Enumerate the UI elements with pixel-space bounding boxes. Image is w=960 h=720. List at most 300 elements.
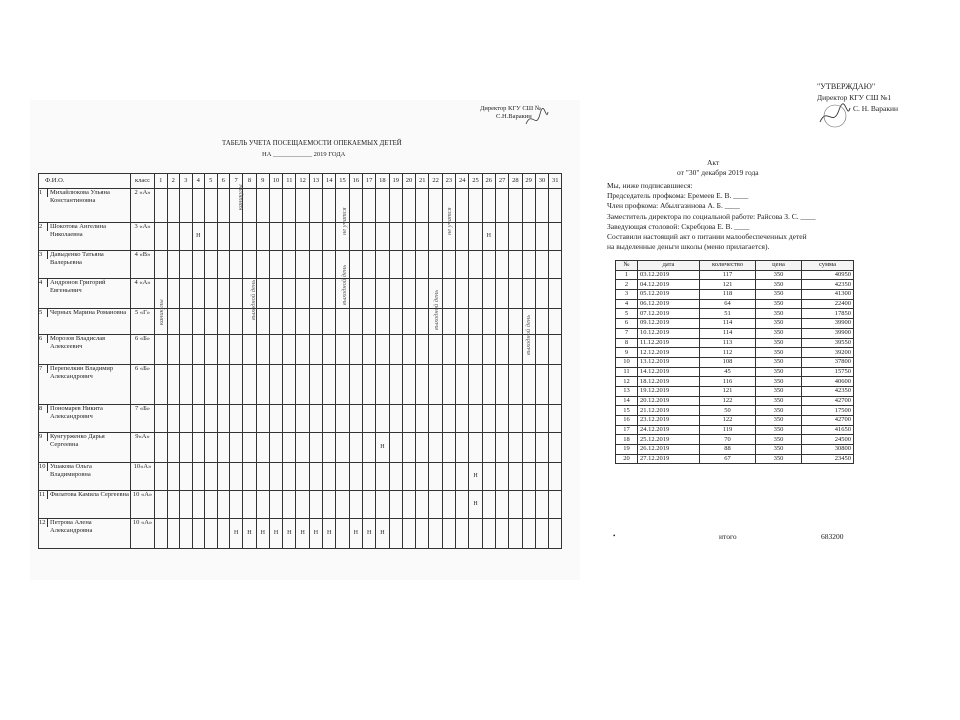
day-cell [495,189,508,223]
day-cell [283,463,296,491]
day-cell [495,519,508,549]
day-cell [256,491,269,519]
meals-cell: 25.12.2019 [638,435,700,445]
meals-cell: 350 [756,357,802,367]
day-cell [155,433,168,463]
meals-col-header: № [616,261,638,271]
day-cell [155,519,168,549]
day-cell [256,405,269,433]
day-cell [362,223,375,251]
day-cell [336,433,349,463]
day-cell [296,189,309,223]
header-day: 9 [256,174,269,189]
day-cell [482,189,495,223]
day-cell [549,365,562,405]
header-day: 17 [362,174,375,189]
day-cell [230,223,243,251]
day-cell [482,365,495,405]
meals-cell: 113 [700,338,756,348]
day-cell [522,189,535,223]
day-cell [349,189,362,223]
meals-cell: 350 [756,377,802,387]
day-cell [283,279,296,309]
day-cell [442,335,455,365]
meals-row [616,454,854,464]
day-cell [429,463,442,491]
meals-row [616,309,854,319]
day-cell [535,405,548,433]
day-cell [205,365,218,405]
day-cell [309,433,322,463]
day-cell [456,491,469,519]
absence-mark: Н [296,519,309,549]
day-cell [230,491,243,519]
day-cell [217,433,230,463]
day-cell [456,519,469,549]
handwritten-note: не учатся [446,207,454,235]
student-name: Шокотова Ангелина Николаевна [50,223,107,238]
meals-cell: 350 [756,367,802,377]
day-cell [256,251,269,279]
day-cell [389,335,402,365]
day-cell [362,433,375,463]
day-cell [167,279,180,309]
day-cell [362,405,375,433]
meals-row [616,435,854,445]
day-cell [309,335,322,365]
day-cell [243,251,256,279]
sheet-subtitle: НА ____________ 2019 ГОДА [262,151,346,158]
meals-cell: 350 [756,386,802,396]
day-cell [495,335,508,365]
meals-cell: 42700 [802,416,854,426]
day-cell [309,251,322,279]
day-cell [456,335,469,365]
student-num: 5 [39,309,48,317]
day-cell [349,365,362,405]
day-cell [535,223,548,251]
handwritten-note: выходной день [433,289,441,330]
day-cell [376,365,389,405]
day-cell [243,463,256,491]
student-name: Давыденко Татьяна Валерьевна [50,251,104,266]
absence-mark: Н [349,519,362,549]
day-cell [456,279,469,309]
header-day: 28 [509,174,522,189]
absence-mark: Н [309,519,322,549]
meals-cell: 112 [700,348,756,358]
student-num: 4 [39,279,48,287]
student-class: 2 «А» [131,189,155,223]
meals-cell: 350 [756,396,802,406]
meals-row [616,357,854,367]
day-cell [349,335,362,365]
day-cell [323,491,336,519]
meals-cell: 20.12.2019 [638,396,700,406]
student-class: 10 «А» [131,491,155,519]
meals-cell: 64 [700,299,756,309]
header-day: 26 [482,174,495,189]
meals-col-header: сумма [802,261,854,271]
absence-mark: Н [283,519,296,549]
day-cell [192,251,205,279]
meal-act [585,80,960,540]
meals-row [616,367,854,377]
header-day: 3 [180,174,193,189]
total-value: 683200 [821,532,844,540]
day-cell [522,223,535,251]
meals-cell: 05.12.2019 [638,290,700,300]
day-cell [167,251,180,279]
sheet-title: ТАБЕЛЬ УЧЕТА ПОСЕЩАЕМОСТИ ОПЕКАЕМЫХ ДЕТЕЙ [222,140,402,147]
day-cell [269,335,282,365]
header-day: 19 [389,174,402,189]
attendance-grid [38,173,562,549]
header-day: 22 [429,174,442,189]
student-class: 7 «Б» [131,405,155,433]
student-num: 11 [39,491,48,499]
day-cell [309,309,322,335]
meals-cell: 7 [616,328,638,338]
meals-cell: 03.12.2019 [638,270,700,280]
day-cell [296,335,309,365]
day-cell [180,223,193,251]
meals-cell: 23.12.2019 [638,416,700,426]
day-cell [283,309,296,335]
meals-row [616,328,854,338]
day-cell [416,519,429,549]
day-cell [456,463,469,491]
day-cell [283,189,296,223]
meals-cell: 40600 [802,377,854,387]
meals-cell: 23450 [802,454,854,464]
act-date: от "30" декабря 2019 года [677,168,759,177]
day-cell [269,491,282,519]
handwritten-note: не учатся [341,207,349,235]
day-cell [230,251,243,279]
meals-cell: 11 [616,367,638,377]
day-cell [269,279,282,309]
student-name: Михайлюкова Ульяна Константиновна [50,189,110,204]
meals-cell: 39900 [802,319,854,329]
day-cell [535,251,548,279]
meals-cell: 350 [756,445,802,455]
student-name: Черных Марина Романовна [50,309,127,316]
day-cell [230,433,243,463]
day-cell [309,189,322,223]
header-day: 24 [456,174,469,189]
day-cell [349,491,362,519]
day-cell [167,365,180,405]
student-name: Кунгурженко Дарья Сергеевна [50,433,105,448]
day-cell [230,335,243,365]
day-cell [192,279,205,309]
day-cell [429,335,442,365]
meals-cell: 10.12.2019 [638,328,700,338]
day-cell [429,519,442,549]
day-cell [402,405,415,433]
day-cell [167,519,180,549]
meals-row [616,280,854,290]
day-cell [456,251,469,279]
day-cell [509,491,522,519]
meals-cell: 42350 [802,386,854,396]
day-cell [230,405,243,433]
meals-cell: 13 [616,386,638,396]
student-num: 3 [39,251,48,259]
day-cell [416,365,429,405]
day-cell [256,309,269,335]
day-cell [180,365,193,405]
meals-cell: 18 [616,435,638,445]
day-cell [442,491,455,519]
day-cell [167,433,180,463]
day-cell [376,491,389,519]
day-cell [442,279,455,309]
student-num: 1 [39,189,48,197]
day-cell [389,223,402,251]
day-cell [323,223,336,251]
day-cell [256,433,269,463]
student-class: 10«А» [131,463,155,491]
day-cell [389,519,402,549]
meals-cell: 16 [616,416,638,426]
meals-row [616,445,854,455]
meals-cell: 350 [756,416,802,426]
act-body-line: Председатель профкома: Еремеев Е. В. ____ [607,191,749,201]
meals-cell: 42350 [802,280,854,290]
meals-cell: 40950 [802,270,854,280]
student-name: Филатова Камила Сергеевна [50,491,129,498]
day-cell [389,433,402,463]
day-cell [256,279,269,309]
student-name: Перепелкин Владимир Александрович [50,365,114,380]
meals-cell: 41300 [802,290,854,300]
day-cell [535,463,548,491]
approve-label: "УТВЕРЖДАЮ" [817,82,876,91]
student-name: Петрова Алена Александровна [50,519,93,534]
header-day: 8 [243,174,256,189]
day-cell [180,405,193,433]
day-cell [469,405,482,433]
day-cell [192,365,205,405]
day-cell [522,491,535,519]
meals-cell: 70 [700,435,756,445]
day-cell [442,251,455,279]
day-cell [155,335,168,365]
meals-cell: 108 [700,357,756,367]
day-cell [217,251,230,279]
day-cell [522,519,535,549]
meals-cell: 13.12.2019 [638,357,700,367]
day-cell [349,279,362,309]
meals-col-header: цена [756,261,802,271]
day-cell [217,309,230,335]
meals-row [616,270,854,280]
student-row [39,335,562,365]
day-cell [389,365,402,405]
day-cell [180,309,193,335]
header-day: 15 [336,174,349,189]
signature-scribble [524,108,550,128]
handwritten-note: каникулы [236,184,244,210]
meals-row [616,406,854,416]
day-cell [469,433,482,463]
day-cell [180,279,193,309]
meals-cell: 350 [756,309,802,319]
day-cell [269,463,282,491]
day-cell [522,279,535,309]
meals-cell: 350 [756,299,802,309]
day-cell [243,365,256,405]
header-day: 20 [402,174,415,189]
day-cell [402,519,415,549]
student-class: 3 «А» [131,223,155,251]
day-cell [205,279,218,309]
day-cell [549,251,562,279]
day-cell [155,463,168,491]
day-cell [217,519,230,549]
day-cell [230,309,243,335]
day-cell [495,463,508,491]
day-cell [269,223,282,251]
day-cell [376,251,389,279]
student-class: 10 «А» [131,519,155,549]
day-cell [495,279,508,309]
student-row [39,251,562,279]
day-cell [269,309,282,335]
absence-mark: Н [256,519,269,549]
day-cell [309,405,322,433]
student-name: Пономарев Никита Александрович [50,405,103,420]
day-cell [336,335,349,365]
absence-mark: Н [192,223,205,251]
student-row [39,491,562,519]
day-cell [180,433,193,463]
day-cell [442,463,455,491]
day-cell [495,433,508,463]
meals-cell: 350 [756,454,802,464]
day-cell [296,279,309,309]
absence-mark: Н [362,519,375,549]
meals-cell: 17 [616,425,638,435]
meals-cell: 15750 [802,367,854,377]
meals-row [616,319,854,329]
meals-cell: 04.12.2019 [638,280,700,290]
header-day: 11 [283,174,296,189]
meals-cell: 12.12.2019 [638,348,700,358]
day-cell [155,491,168,519]
day-cell [155,405,168,433]
day-cell [495,223,508,251]
day-cell [389,491,402,519]
day-cell [296,223,309,251]
day-cell [155,365,168,405]
meals-cell: 6 [616,319,638,329]
day-cell [336,365,349,405]
day-cell [323,309,336,335]
day-cell [180,463,193,491]
meals-cell: 27.12.2019 [638,454,700,464]
day-cell [456,405,469,433]
header-day: 29 [522,174,535,189]
day-cell [456,223,469,251]
meals-row [616,377,854,387]
day-cell [389,309,402,335]
day-cell [309,365,322,405]
day-cell [535,189,548,223]
day-cell [482,491,495,519]
day-cell [402,335,415,365]
student-row [39,433,562,463]
meals-table [615,260,854,464]
student-row [39,365,562,405]
day-cell [509,309,522,335]
meals-cell: 37800 [802,357,854,367]
day-cell [376,309,389,335]
day-cell [495,309,508,335]
day-cell [205,309,218,335]
day-cell [323,189,336,223]
day-cell [243,223,256,251]
meals-cell: 17850 [802,309,854,319]
day-cell [296,433,309,463]
header-day: 6 [217,174,230,189]
day-cell [205,189,218,223]
student-num: 8 [39,405,48,413]
day-cell [217,223,230,251]
meals-cell: 19 [616,445,638,455]
day-cell [389,251,402,279]
meals-cell: 21.12.2019 [638,406,700,416]
day-cell [230,463,243,491]
day-cell [256,189,269,223]
day-cell [456,309,469,335]
day-cell [192,463,205,491]
header-day: 31 [549,174,562,189]
student-class: 9«А» [131,433,155,463]
day-cell [336,491,349,519]
day-cell [296,251,309,279]
student-class: 4 «А» [131,279,155,309]
day-cell [362,335,375,365]
day-cell [482,405,495,433]
day-cell [482,335,495,365]
day-cell [402,309,415,335]
day-cell [495,251,508,279]
day-cell [323,279,336,309]
day-cell [376,405,389,433]
day-cell [549,491,562,519]
absence-mark: Н [230,519,243,549]
day-cell [429,433,442,463]
meals-cell: 122 [700,396,756,406]
header-day: 12 [296,174,309,189]
day-cell [243,433,256,463]
meals-cell: 117 [700,270,756,280]
day-cell [205,335,218,365]
day-cell [442,519,455,549]
student-class: 5 «Г» [131,309,155,335]
header-day: 16 [349,174,362,189]
day-cell [283,491,296,519]
day-cell [416,279,429,309]
student-row [39,463,562,491]
day-cell [469,189,482,223]
day-cell [349,463,362,491]
meals-cell: 4 [616,299,638,309]
day-cell [469,335,482,365]
